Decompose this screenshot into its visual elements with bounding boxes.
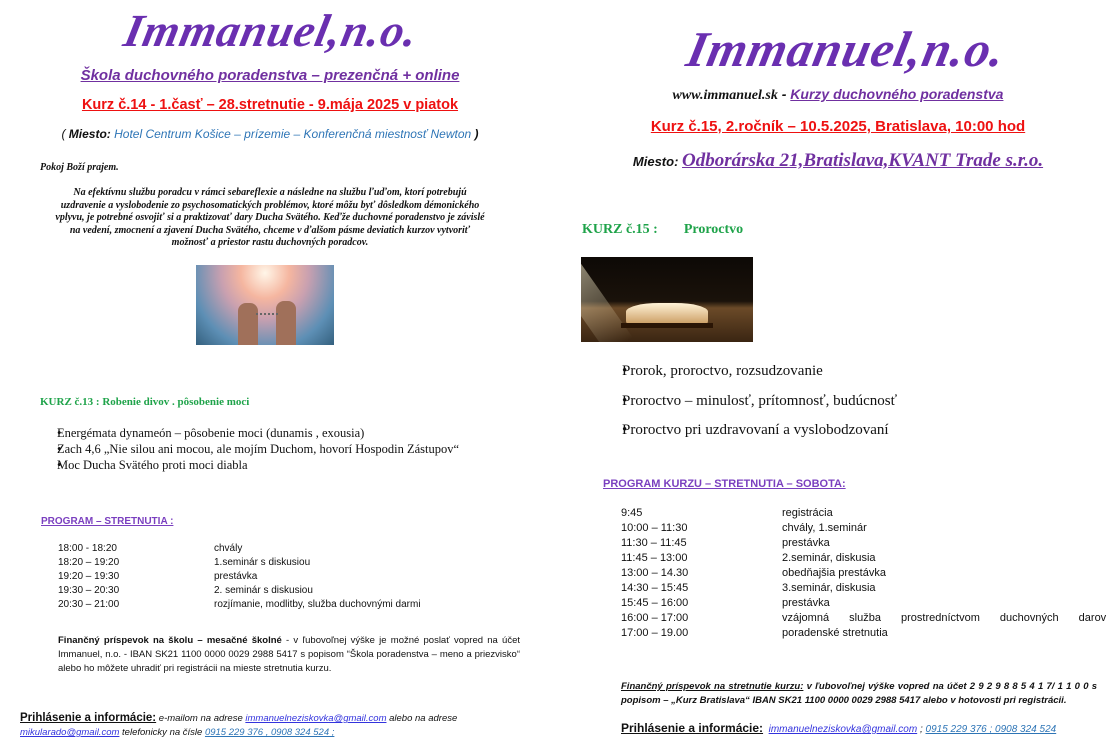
- activity: vzájomná služba prostredníctvom duchovných darov: [782, 612, 1107, 624]
- time: 18:00 - 18:20: [58, 543, 117, 554]
- broken-chains-image: [196, 265, 334, 345]
- activity: 2.seminár, diskusia: [782, 552, 876, 564]
- list-item: • Energémata dynameón – pôsobenie moci (dunamis , exousia): [40, 425, 459, 441]
- schedule-row: [58, 571, 257, 582]
- schedule-row: [58, 599, 421, 610]
- activity: 3.seminár, diskusia: [782, 582, 876, 594]
- time: 10:00 – 11:30: [621, 522, 688, 534]
- contact-info: [20, 711, 520, 740]
- program-title: PROGRAM – STRETNUTIA :: [41, 516, 174, 527]
- activity: chvály: [214, 543, 243, 554]
- activity: 1.seminár s diskusiou: [214, 557, 311, 568]
- time: 9:45: [621, 507, 643, 519]
- activity: prestávka: [214, 571, 258, 582]
- separator: -: [777, 86, 791, 102]
- email-link[interactable]: mikularado@gmail.com: [20, 727, 120, 738]
- list-item: • Prorok, proroctvo, rozsudzovanie: [603, 357, 897, 387]
- topic-list: [603, 357, 897, 446]
- logo: Immanuel,n.o.: [682, 21, 1012, 77]
- schedule-row: [621, 522, 867, 534]
- website-link[interactable]: www.immanuel.sk: [672, 88, 778, 103]
- list-item: • Zach 4,6 „Nie silou ani mocou, ale mojím Duchom, hovorí Hospodin Zástupov“: [40, 441, 459, 457]
- subtitle: Škola duchovného poradenstva – prezenčná + online: [80, 67, 460, 84]
- course-heading: [582, 222, 743, 238]
- time: 14:30 – 15:45: [621, 582, 689, 594]
- time: 18:20 – 19:20: [58, 557, 120, 568]
- email-link[interactable]: immanuelneziskovka@gmail.com: [245, 713, 387, 724]
- paren: ): [471, 127, 479, 141]
- email-link[interactable]: immanuelneziskovka@gmail.com: [768, 724, 918, 735]
- schedule-row: [621, 507, 833, 519]
- intro-paragraph: Na efektívnu službu poradcu v rámci sebareflexie a následne na službu ľuďom, ktorí potrebujú uzdravenie a vyslobodenie zo psychosomatických problémov, ktoré môžu byť dôsledkom démonického vplyvu, je potrebné osvojiť si a praktizovať dary Ducha Svätého. Keďže duchovné poradenstvo je závislé na vedení, zmocnení a zjavení Ducha Svätého, chceme v ďalšom pásme deviatich kurzov vytvoriť možnosť a priestor rastu duchovných poradcov.: [55, 187, 485, 248]
- time: 19:20 – 19:30: [58, 571, 120, 582]
- text: telefonicky na čísle: [119, 727, 205, 738]
- finance-note: [621, 680, 1097, 708]
- place-value: Hotel Centrum Košice – prízemie – Konferenčná miestnosť Newton: [110, 127, 472, 141]
- finance-label: Finančný príspevok na stretnutie kurzu:: [621, 681, 804, 692]
- course-topic: Proroctvo: [683, 222, 744, 237]
- greeting: Pokoj Boží prajem.: [40, 162, 119, 173]
- text: e-mailom na adrese: [156, 713, 246, 724]
- schedule-row: [621, 597, 830, 609]
- activity: poradenské stretnutia: [782, 627, 888, 639]
- time: 20:30 – 21:00: [58, 599, 120, 610]
- schedule-row: [58, 557, 310, 568]
- schedule-row: [621, 537, 830, 549]
- course-label: KURZ č.15 :: [582, 222, 658, 237]
- schedule-row: [58, 585, 313, 596]
- finance-text: v ľubovoľnej výške vopred na účet 2 9 2 9 8 8 5 4 1 7/ 1 1 0 0 s popisom – „Kurz Bratislava“ IBAN SK21 1100 0000 0029 2988 5417 alebo v hotovosti pri registrácii.: [621, 681, 1097, 706]
- activity: 2. seminár s diskusiou: [214, 585, 313, 596]
- time: 17:00 – 19.00: [621, 627, 689, 639]
- time: 16:00 – 17:00: [621, 612, 689, 624]
- program-title: PROGRAM KURZU – STRETNUTIA – SOBOTA:: [603, 478, 846, 490]
- schedule-row: [621, 582, 876, 594]
- separator: ;: [917, 724, 926, 735]
- schedule-row: [621, 627, 888, 639]
- phone-link[interactable]: 0915 229 376 ; 0908 324 524: [925, 724, 1057, 735]
- activity: prestávka: [782, 597, 830, 609]
- logo: Immanuel,n.o.: [119, 5, 424, 56]
- time: 19:30 – 20:30: [58, 585, 120, 596]
- schedule-row: [621, 612, 1107, 624]
- contact-info: [621, 721, 1056, 735]
- paren: (: [61, 127, 69, 141]
- course-line: Kurz č.14 - 1.časť – 28.stretnutie - 9.mája 2025 v piatok: [81, 97, 459, 113]
- activity: prestávka: [782, 537, 830, 549]
- activity: registrácia: [782, 507, 833, 519]
- text: alebo na adrese: [386, 713, 458, 724]
- contact-label: Prihlásenie a informácie:: [20, 712, 157, 724]
- time: 11:45 – 13:00: [621, 552, 688, 564]
- time: 11:30 – 11:45: [621, 537, 687, 549]
- finance-note: [58, 634, 520, 676]
- list-item: • Moc Ducha Svätého proti moci diabla: [40, 457, 459, 473]
- open-bible-image: [581, 257, 753, 342]
- schedule-row: [621, 567, 886, 579]
- time: 15:45 – 16:00: [621, 597, 689, 609]
- time: 13:00 – 14.30: [621, 567, 689, 579]
- activity: chvály, 1.seminár: [782, 522, 867, 534]
- topic-list: [40, 425, 459, 473]
- contact-label: Prihlásenie a informácie:: [621, 721, 764, 735]
- place-line: [0, 127, 540, 141]
- place-line: [560, 150, 1114, 172]
- list-item: • Proroctvo pri uzdravovaní a vyslobodzovaní: [603, 416, 897, 446]
- schedule-row: [58, 543, 242, 554]
- place-label: Miesto:: [68, 127, 111, 141]
- list-item: • Proroctvo – minulosť, prítomnosť, budúcnosť: [603, 387, 897, 417]
- course-topic: KURZ č.13 : Robenie divov . pôsobenie moci: [40, 396, 250, 408]
- activity: rozjímanie, modlitby, služba duchovnými darmi: [214, 599, 421, 610]
- phone-link[interactable]: 0915 229 376 , 0908 324 524 ;: [204, 727, 335, 738]
- place-label: Miesto:: [632, 154, 683, 169]
- web-line: [560, 86, 1114, 104]
- finance-text: - v ľubovoľnej výške je možné poslať vopred na účet Immanuel, n.o. - IBAN SK21 1100 0000 0029 2988 5417 s popisom “Škola poradenstva – meno a priezvisko“ alebo ho môžete uhradiť pri registrácii na mieste stretnutia kurzu.: [58, 635, 520, 674]
- subtitle: Kurzy duchovného poradenstva: [790, 86, 1004, 102]
- place-value: Odborárska 21,Bratislava,KVANT Trade s.r.o.: [682, 150, 1044, 171]
- course-line: Kurz č.15, 2.ročník – 10.5.2025, Bratislava, 10:00 hod: [650, 118, 1026, 135]
- finance-label: Finančný príspevok na školu – mesačné školné: [58, 635, 282, 646]
- schedule-row: [621, 552, 876, 564]
- activity: obedňajšia prestávka: [782, 567, 886, 579]
